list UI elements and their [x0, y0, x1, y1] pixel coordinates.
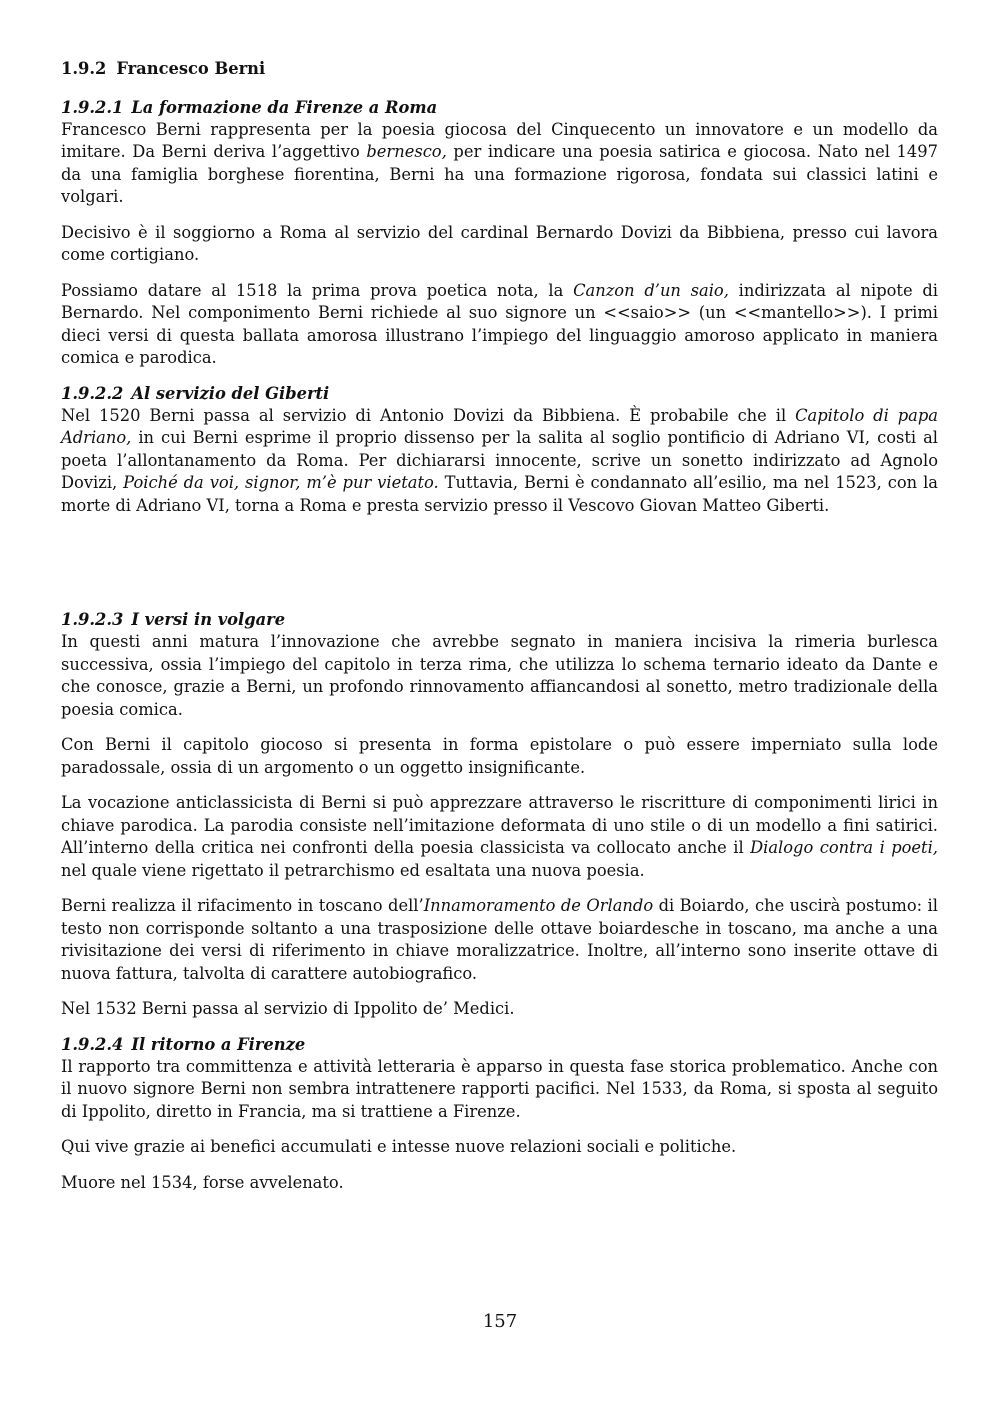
paragraph: [61, 280, 938, 370]
subsection-heading-4: [61, 1034, 938, 1056]
subsection-heading-1: [61, 97, 938, 119]
subsection-number: 1.9.2.4: [61, 1034, 124, 1054]
paragraph: [61, 405, 938, 518]
subsection-title: La formazione da Firenze a Roma: [131, 97, 438, 117]
subsection-title: I versi in volgare: [131, 610, 286, 629]
italic-text: Capitolo di papa Adriano,: [61, 405, 938, 447]
text-run: La vocazione anticlassicista di Berni si può apprezzare attraverso le riscritture di componimenti lirici in chiave parodica. La parodia consiste nell’imitazione deformata di uno stile o di un modello a fini satirici. All’interno della critica nei confronti della poesia classicista va collocato anche il: [61, 793, 938, 857]
blank-space: [61, 517, 938, 609]
subsection-title: Al servizio del Giberti: [131, 383, 330, 403]
paragraph: Il rapporto tra committenza e attività letteraria è apparso in questa fase storica problematico. Anche con il nuovo signore Berni non sembra intrattenere rapporti pacifici. Nel 1533, da Roma, si sposta al seguito di Ippolito, diretto in Francia, ma si trattiene a Firenze.: [61, 1056, 938, 1121]
italic-text: Innamoramento de Orlando: [423, 896, 654, 915]
section-heading: [61, 58, 938, 81]
italic-text: Dialogo contra i poeti,: [750, 838, 938, 857]
text-run: nel quale viene rigettato il petrarchismo ed esaltata una nuova poesia.: [61, 860, 645, 880]
paragraph: Con Berni il capitolo giocoso si presenta in forma epistolare o può essere imperniato sulla lode paradossale, ossia di un argomento o un oggetto insignificante.: [61, 735, 938, 777]
text-run: Francesco Berni rappresenta per la poesia giocosa del Cinquecento un innovatore e un modello da imitare. Da Berni deriva l’aggettivo: [61, 119, 938, 161]
subsection-heading-2: [61, 383, 938, 405]
paragraph: Muore nel 1534, forse avvelenato.: [61, 1172, 344, 1192]
text-run: di Boiardo, che uscirà postumo: il testo non corrisponde soltanto a una trasposizione delle ottave boiardesche in toscano, ma anche a una rivisitazione dei versi di riferimento in chiave moralizzatrice. Inoltre, all’interno sono inserite ottave di nuova fattura, talvolta di carattere autobiografico.: [61, 896, 938, 983]
paragraph: [61, 792, 938, 882]
italic-text: Canzon d’un saio,: [573, 280, 729, 300]
section-number: 1.9.2: [61, 59, 107, 78]
paragraph: Qui vive grazie ai benefici accumulati e intesse nuove relazioni sociali e politiche.: [61, 1137, 737, 1156]
subsection-number: 1.9.2.1: [61, 97, 124, 117]
paragraph: [61, 119, 938, 209]
text-run: per indicare una poesia satirica e giocosa. Nato nel 1497 da una famiglia borghese fiorentina, Berni ha una formazione rigorosa, fondata sui classici latini e volgari.: [61, 142, 938, 206]
subsection-heading-3: [61, 609, 938, 631]
italic-text: bernesco,: [366, 142, 447, 161]
page-number: 157: [482, 1311, 518, 1332]
text-run: Tuttavia, Berni è condannato all’esilio, ma nel 1523, con la morte di Adriano VI, torna a Roma e presta servizio presso il Vescovo Giovan Matteo Giberti.: [61, 473, 938, 515]
paragraph: Decisivo è il soggiorno a Roma al servizio del cardinal Bernardo Dovizi da Bibbiena, presso cui lavora come cortigiano.: [61, 222, 938, 264]
paragraph: In questi anni matura l’innovazione che avrebbe segnato in maniera incisiva la rimeria burlesca successiva, ossia l’impiego del capitolo in terza rima, che utilizza lo schema ternario ideato da Dante e che conosce, grazie a Berni, un profondo rinnovamento affiancandosi al sonetto, metro tradizionale della poesia comica.: [61, 632, 938, 719]
paragraph: Nel 1532 Berni passa al servizio di Ippolito de’ Medici.: [61, 999, 515, 1018]
text-run: in cui Berni esprime il proprio dissenso per la salita al soglio pontificio di Adriano VI, costi al poeta l’allontanamento da Roma. Per dichiararsi innocente, scrive un sonetto indirizzato ad Agnolo Dovizi,: [61, 428, 938, 492]
text-run: Possiamo datare al 1518 la prima prova poetica nota, la: [61, 280, 574, 300]
text-run: Berni realizza il rifacimento in toscano dell’: [61, 896, 424, 915]
subsection-number: 1.9.2.2: [61, 383, 124, 403]
subsection-number: 1.9.2.3: [61, 610, 124, 629]
page-body: [61, 58, 938, 1207]
subsection-title: Il ritorno a Firenze: [131, 1034, 306, 1054]
text-run: Nel 1520 Berni passa al servizio di Antonio Dovizi da Bibbiena. È probabile che il: [61, 405, 796, 425]
text-run: indirizzata al nipote di Bernardo. Nel componimento Berni richiede al suo signore un <<saio>> (un <<mantello>>). I primi dieci versi di questa ballata amorosa illustrano l’impiego del linguaggio amoroso applicato in maniera comica e parodica.: [61, 280, 938, 367]
paragraph: [61, 895, 938, 985]
section-title: Francesco Berni: [116, 59, 266, 78]
italic-text: Poiché da voi, signor, m’è pur vietato.: [123, 473, 439, 492]
